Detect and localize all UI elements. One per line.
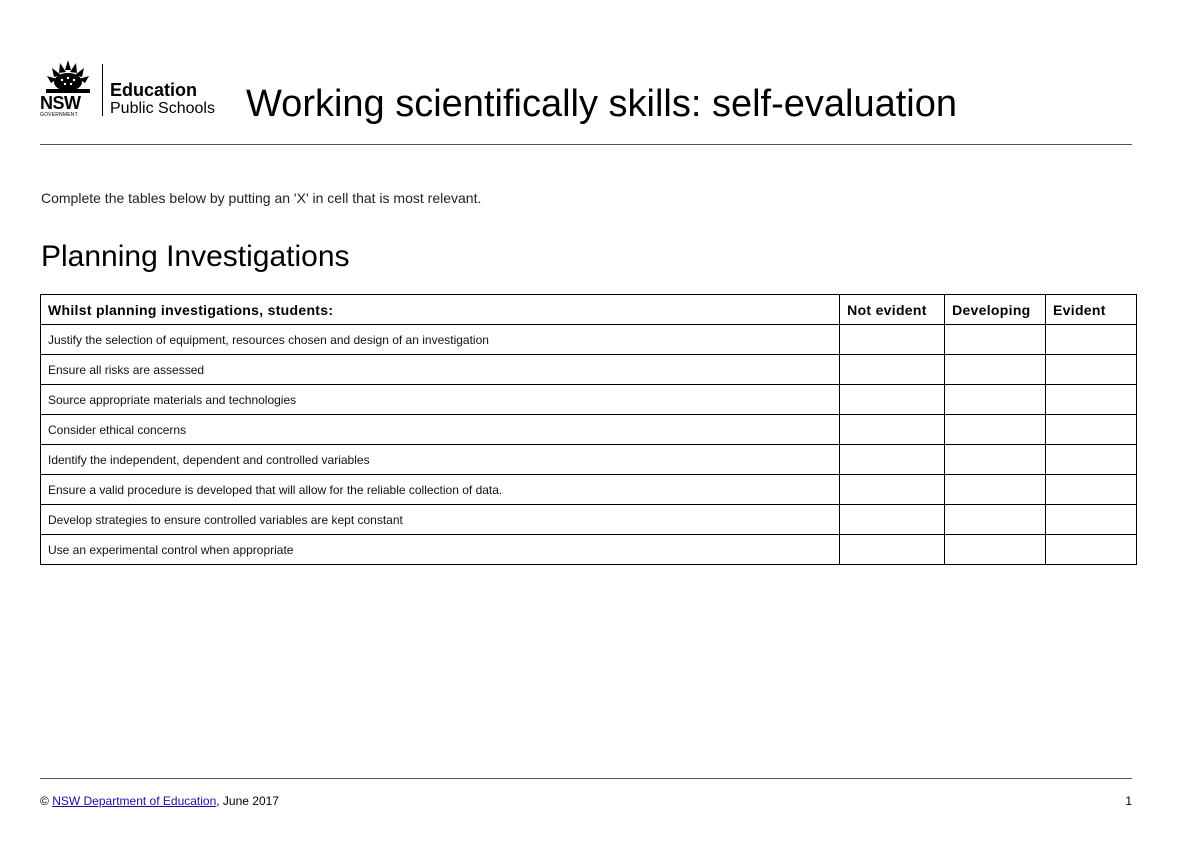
not-evident-cell[interactable] <box>840 535 945 565</box>
header-not-evident: Not evident <box>840 295 945 325</box>
developing-cell[interactable] <box>945 385 1046 415</box>
instructions-text: Complete the tables below by putting an 'X' in cell that is most relevant. <box>41 190 482 206</box>
statement-cell: Consider ethical concerns <box>41 415 840 445</box>
logo-government-text: GOVERNMENT <box>40 112 78 118</box>
statement-cell: Develop strategies to ensure controlled variables are kept constant <box>41 505 840 535</box>
not-evident-cell[interactable] <box>840 385 945 415</box>
developing-cell[interactable] <box>945 505 1046 535</box>
page-title: Working scientifically skills: self-evaluation <box>246 83 957 125</box>
not-evident-cell[interactable] <box>840 445 945 475</box>
evident-cell[interactable] <box>1046 355 1137 385</box>
evident-cell[interactable] <box>1046 445 1137 475</box>
evident-cell[interactable] <box>1046 385 1137 415</box>
evident-cell[interactable] <box>1046 535 1137 565</box>
table-row <box>41 325 1137 355</box>
not-evident-cell[interactable] <box>840 505 945 535</box>
section-title: Planning Investigations <box>41 240 350 273</box>
evident-cell[interactable] <box>1046 505 1137 535</box>
document-header <box>40 58 1132 144</box>
logo-public-schools-text: Public Schools <box>110 100 215 117</box>
table-row <box>41 385 1137 415</box>
not-evident-cell[interactable] <box>840 475 945 505</box>
header-divider <box>40 144 1132 145</box>
footer-divider <box>40 778 1132 779</box>
table-row <box>41 355 1137 385</box>
developing-cell[interactable] <box>945 355 1046 385</box>
page-number: 1 <box>1125 794 1132 808</box>
footer-copyright <box>40 794 279 808</box>
table-row <box>41 415 1137 445</box>
statement-cell: Source appropriate materials and technologies <box>41 385 840 415</box>
developing-cell[interactable] <box>945 415 1046 445</box>
not-evident-cell[interactable] <box>840 415 945 445</box>
table-row <box>41 445 1137 475</box>
evident-cell[interactable] <box>1046 325 1137 355</box>
table-header-row <box>41 295 1137 325</box>
header-statement: Whilst planning investigations, students: <box>41 295 840 325</box>
statement-cell: Use an experimental control when appropriate <box>41 535 840 565</box>
footer-date: , June 2017 <box>216 794 279 808</box>
waratah-flower-icon <box>42 58 94 94</box>
evaluation-table <box>40 294 1137 565</box>
developing-cell[interactable] <box>945 535 1046 565</box>
developing-cell[interactable] <box>945 325 1046 355</box>
header-evident: Evident <box>1046 295 1137 325</box>
statement-cell: Ensure all risks are assessed <box>41 355 840 385</box>
header-developing: Developing <box>945 295 1046 325</box>
logo-nsw-text: NSW <box>40 93 81 113</box>
table-row <box>41 505 1137 535</box>
logo-education-text: Education <box>110 80 198 100</box>
table-row <box>41 535 1137 565</box>
not-evident-cell[interactable] <box>840 325 945 355</box>
statement-cell: Identify the independent, dependent and controlled variables <box>41 445 840 475</box>
nsw-department-link[interactable]: NSW Department of Education <box>52 794 217 808</box>
evident-cell[interactable] <box>1046 475 1137 505</box>
table-row <box>41 475 1137 505</box>
copyright-symbol: © <box>40 794 49 808</box>
evident-cell[interactable] <box>1046 415 1137 445</box>
logo-divider <box>102 64 103 116</box>
developing-cell[interactable] <box>945 445 1046 475</box>
nsw-education-logo <box>40 58 240 120</box>
developing-cell[interactable] <box>945 475 1046 505</box>
not-evident-cell[interactable] <box>840 355 945 385</box>
statement-cell: Ensure a valid procedure is developed that will allow for the reliable collection of data. <box>41 475 840 505</box>
statement-cell: Justify the selection of equipment, resources chosen and design of an investigation <box>41 325 840 355</box>
